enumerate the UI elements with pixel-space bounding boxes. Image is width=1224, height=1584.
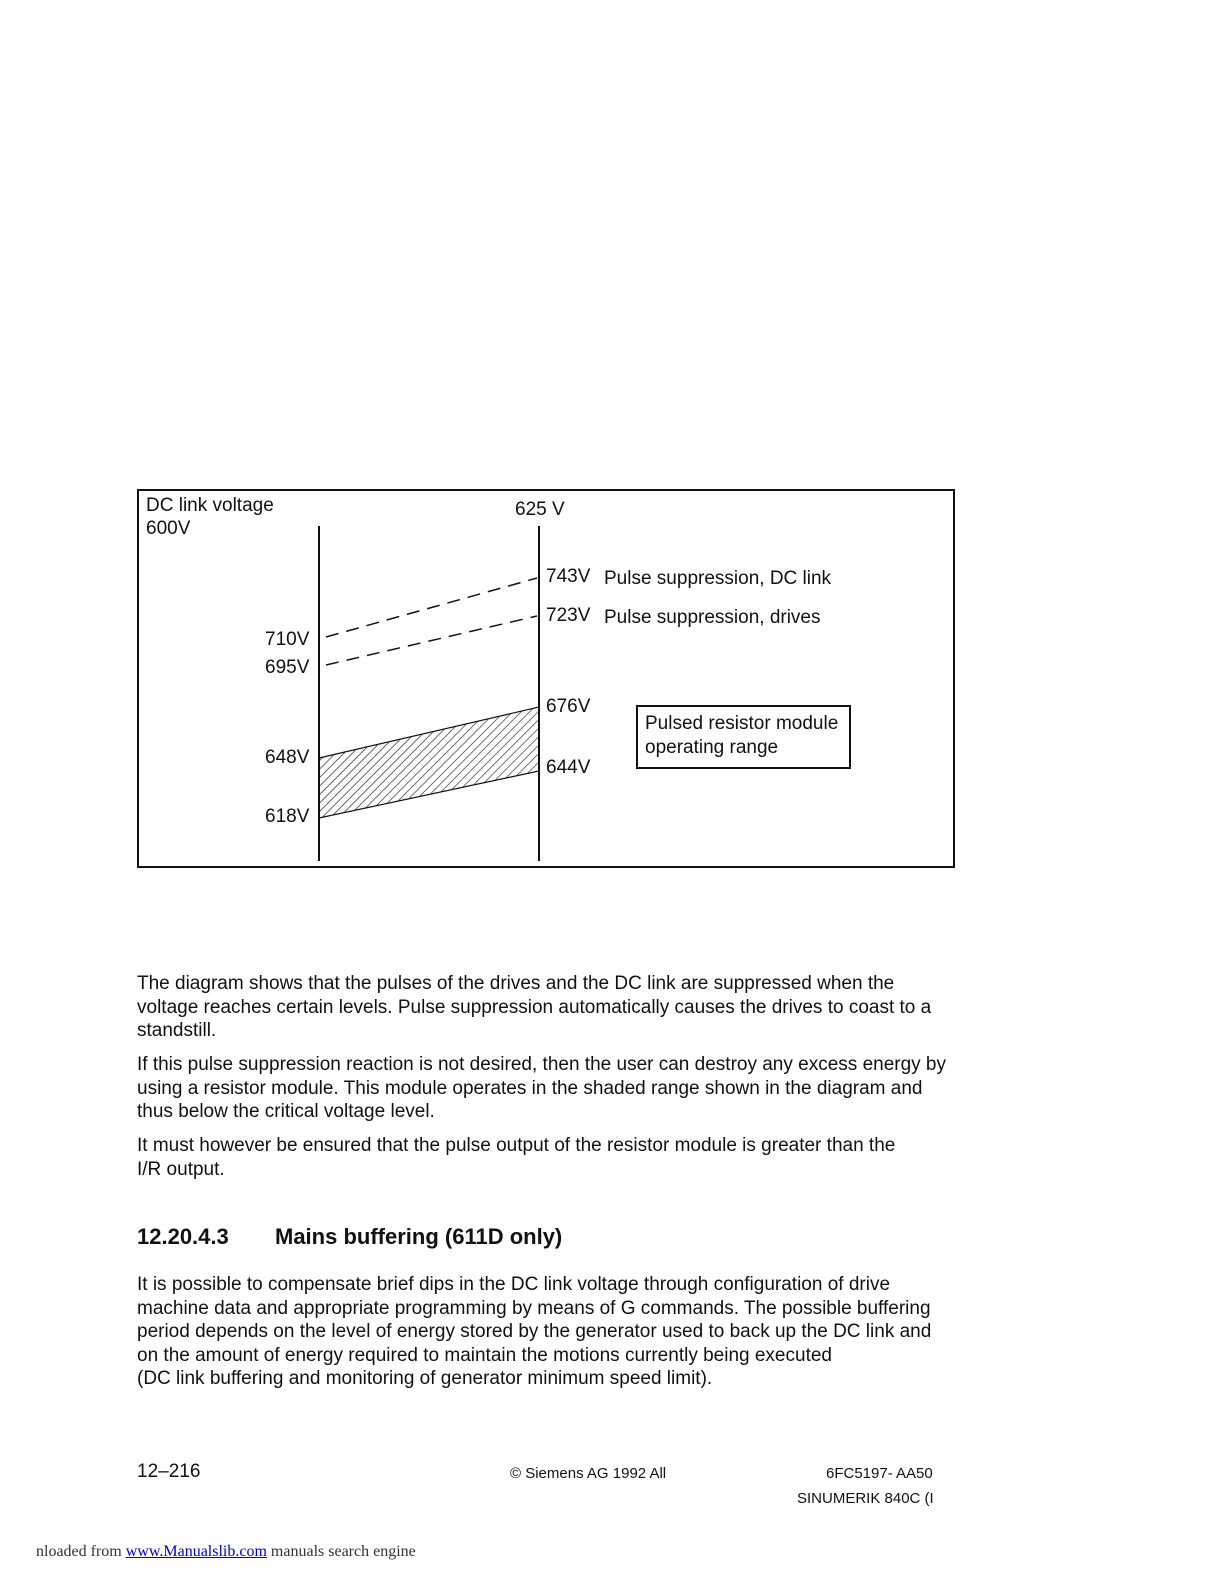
diagram-title: DC link voltage [146,495,274,516]
range-box-line2: operating range [645,737,779,758]
resistor-operating-range [319,707,539,818]
paragraph-diagram-explanation: The diagram shows that the pulses of the drives and the DC link are suppressed when the voltage reaches certain levels. Pulse suppression automatically causes the drives to coast to a standstill. [137,973,932,1041]
paragraph-mains-buffering-last: (DC link buffering and monitoring of generator minimum speed limit). [137,1368,713,1389]
label-648v: 648V [265,747,310,768]
dc-link-suppression-line [326,578,537,637]
label-695v: 695V [265,657,310,678]
label-723v: 723V [546,605,591,626]
drives-suppression-line [326,616,537,665]
download-bar [36,1543,416,1561]
label-618v: 618V [265,806,310,827]
voltage-diagram [137,489,955,868]
legend-pulse-dc-link: Pulse suppression, DC link [604,568,832,589]
download-suffix: manuals search engine [266,1543,416,1560]
operating-range-box [636,705,851,769]
paragraph-mains-buffering-main: It is possible to compensate brief dips in the DC link voltage through configuration of drive machine data and appropriate programming by means of G commands. The possible buffering period depends on the level of energy stored by the generator used to back up the DC link and on the amount of energy required to maintain the motions currently being executed [137,1274,932,1366]
range-box-line1: Pulsed resistor module [645,713,839,734]
manualslib-link[interactable]: www.Manualslib.com [125,1543,267,1560]
label-743v: 743V [546,566,591,587]
paragraph-pulse-output [137,1134,957,1181]
download-prefix: nloaded from [36,1543,126,1560]
paragraph-pulse-output-line2: I/R output. [137,1158,225,1180]
copyright: © Siemens AG 1992 All [510,1465,667,1482]
section-heading [137,1224,562,1250]
page-number: 12–216 [137,1461,201,1482]
diagram-base-voltage: 600V [146,518,191,539]
diagram-graphics [139,491,957,870]
right-axis-title: 625 V [515,499,565,520]
label-710v: 710V [265,629,310,650]
order-number: 6FC5197- AA50 [826,1465,933,1482]
product-name: SINUMERIK 840C (I [797,1490,934,1507]
paragraph-resistor-module: If this pulse suppression reaction is not desired, then the user can destroy any excess energy by using a resistor module. This module operates in the shaded range shown in the diagram and thus below the critical voltage level. [137,1054,947,1122]
label-644v: 644V [546,757,591,778]
legend-pulse-drives: Pulse suppression, drives [604,607,821,628]
section-number: 12.20.4.3 [137,1224,229,1249]
section-title: Mains buffering (611D only) [275,1224,563,1249]
label-676v: 676V [546,696,591,717]
paragraph-pulse-output-line1: It must however be ensured that the pulse output of the resistor module is greater than the [137,1135,896,1156]
paragraph-mains-buffering [137,1273,957,1391]
